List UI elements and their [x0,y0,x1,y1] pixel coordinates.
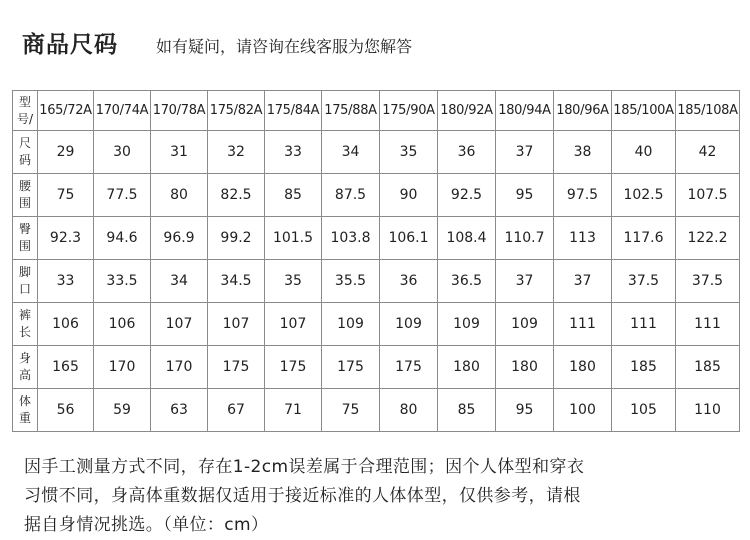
table-cell: 40 [612,131,676,174]
table-cell: 110 [676,389,740,432]
table-cell: 101.5 [265,217,322,260]
table-cell: 122.2 [676,217,740,260]
table-cell: 109 [380,303,438,346]
table-cell: 59 [94,389,151,432]
table-cell: 99.2 [208,217,265,260]
size-header-cell: 175/88A [322,91,380,131]
size-header-cell: 175/84A [265,91,322,131]
table-cell: 33 [38,260,94,303]
table-cell: 111 [554,303,612,346]
table-cell: 75 [322,389,380,432]
table-cell: 33 [265,131,322,174]
table-cell: 37 [496,260,554,303]
table-cell: 105 [612,389,676,432]
table-cell: 180 [496,346,554,389]
table-row [13,174,740,217]
table-cell: 117.6 [612,217,676,260]
row-label: 身高 [13,346,38,389]
table-cell: 87.5 [322,174,380,217]
table-cell: 67 [208,389,265,432]
size-header-cell: 170/74A [94,91,151,131]
table-cell: 175 [265,346,322,389]
size-header-cell: 170/78A [151,91,208,131]
table-cell: 106.1 [380,217,438,260]
table-cell: 108.4 [438,217,496,260]
table-cell: 95 [496,174,554,217]
table-cell: 29 [38,131,94,174]
table-row [13,131,740,174]
table-cell: 82.5 [208,174,265,217]
row-label: 腰围 [13,174,38,217]
table-cell: 97.5 [554,174,612,217]
table-cell: 113 [554,217,612,260]
table-cell: 175 [322,346,380,389]
table-cell: 165 [38,346,94,389]
table-cell: 175 [208,346,265,389]
table-cell: 170 [151,346,208,389]
table-cell: 111 [612,303,676,346]
table-cell: 36 [438,131,496,174]
table-row [13,217,740,260]
table-cell: 80 [151,174,208,217]
note-line-3: 据自身情况挑选。（单位：cm） [24,515,269,535]
table-cell: 34 [151,260,208,303]
table-cell: 185 [676,346,740,389]
row-label: 尺码 [13,131,38,174]
table-cell: 170 [94,346,151,389]
table-cell: 32 [208,131,265,174]
table-cell: 63 [151,389,208,432]
table-cell: 77.5 [94,174,151,217]
table-cell: 35.5 [322,260,380,303]
table-cell: 109 [322,303,380,346]
table-cell: 35 [265,260,322,303]
table-cell: 180 [438,346,496,389]
row-label: 脚口 [13,260,38,303]
table-cell: 94.6 [94,217,151,260]
table-cell: 36.5 [438,260,496,303]
table-cell: 56 [38,389,94,432]
table-cell: 107 [208,303,265,346]
size-table-container [12,90,740,432]
table-cell: 109 [438,303,496,346]
size-header-cell: 185/108A [676,91,740,131]
table-row [13,260,740,303]
table-cell: 107.5 [676,174,740,217]
measurement-note [24,453,736,540]
row-label: 臀围 [13,217,38,260]
table-cell: 107 [265,303,322,346]
table-row [13,303,740,346]
table-cell: 95 [496,389,554,432]
table-cell: 80 [380,389,438,432]
note-line-1: 因手工测量方式不同，存在1-2cm误差属于合理范围；因个人体型和穿衣 [24,457,585,477]
table-cell: 100 [554,389,612,432]
table-cell: 85 [438,389,496,432]
size-table [12,90,740,432]
row-label: 裤长 [13,303,38,346]
table-row [13,389,740,432]
table-row [13,346,740,389]
size-header-cell: 180/96A [554,91,612,131]
size-header-cell: 175/90A [380,91,438,131]
size-header-cell: 165/72A [38,91,94,131]
table-cell: 85 [265,174,322,217]
table-cell: 109 [496,303,554,346]
table-cell: 90 [380,174,438,217]
table-cell: 71 [265,389,322,432]
table-cell: 103.8 [322,217,380,260]
size-header-cell: 180/92A [438,91,496,131]
table-cell: 106 [94,303,151,346]
table-cell: 102.5 [612,174,676,217]
table-cell: 92.5 [438,174,496,217]
table-cell: 31 [151,131,208,174]
table-cell: 33.5 [94,260,151,303]
table-cell: 37 [554,260,612,303]
table-cell: 180 [554,346,612,389]
table-cell: 35 [380,131,438,174]
table-cell: 37.5 [612,260,676,303]
table-cell: 37 [496,131,554,174]
row-label: 体重 [13,389,38,432]
size-header-cell: 175/82A [208,91,265,131]
table-cell: 34 [322,131,380,174]
table-cell: 38 [554,131,612,174]
size-header-row [13,91,740,131]
note-line-2: 习惯不同，身高体重数据仅适用于接近标准的人体体型，仅供参考，请根 [24,486,581,506]
table-cell: 185 [612,346,676,389]
table-cell: 107 [151,303,208,346]
table-cell: 110.7 [496,217,554,260]
table-cell: 30 [94,131,151,174]
page-title: 商品尺码 [22,32,118,58]
table-cell: 92.3 [38,217,94,260]
page-subtitle: 如有疑问，请咨询在线客服为您解答 [156,37,413,56]
table-cell: 42 [676,131,740,174]
table-cell: 34.5 [208,260,265,303]
header [22,26,412,62]
table-cell: 175 [380,346,438,389]
table-cell: 111 [676,303,740,346]
table-cell: 37.5 [676,260,740,303]
table-cell: 75 [38,174,94,217]
table-cell: 106 [38,303,94,346]
size-header-cell: 185/100A [612,91,676,131]
size-header-cell: 180/94A [496,91,554,131]
table-cell: 96.9 [151,217,208,260]
table-cell: 36 [380,260,438,303]
corner-label: 型号/ [13,91,38,131]
